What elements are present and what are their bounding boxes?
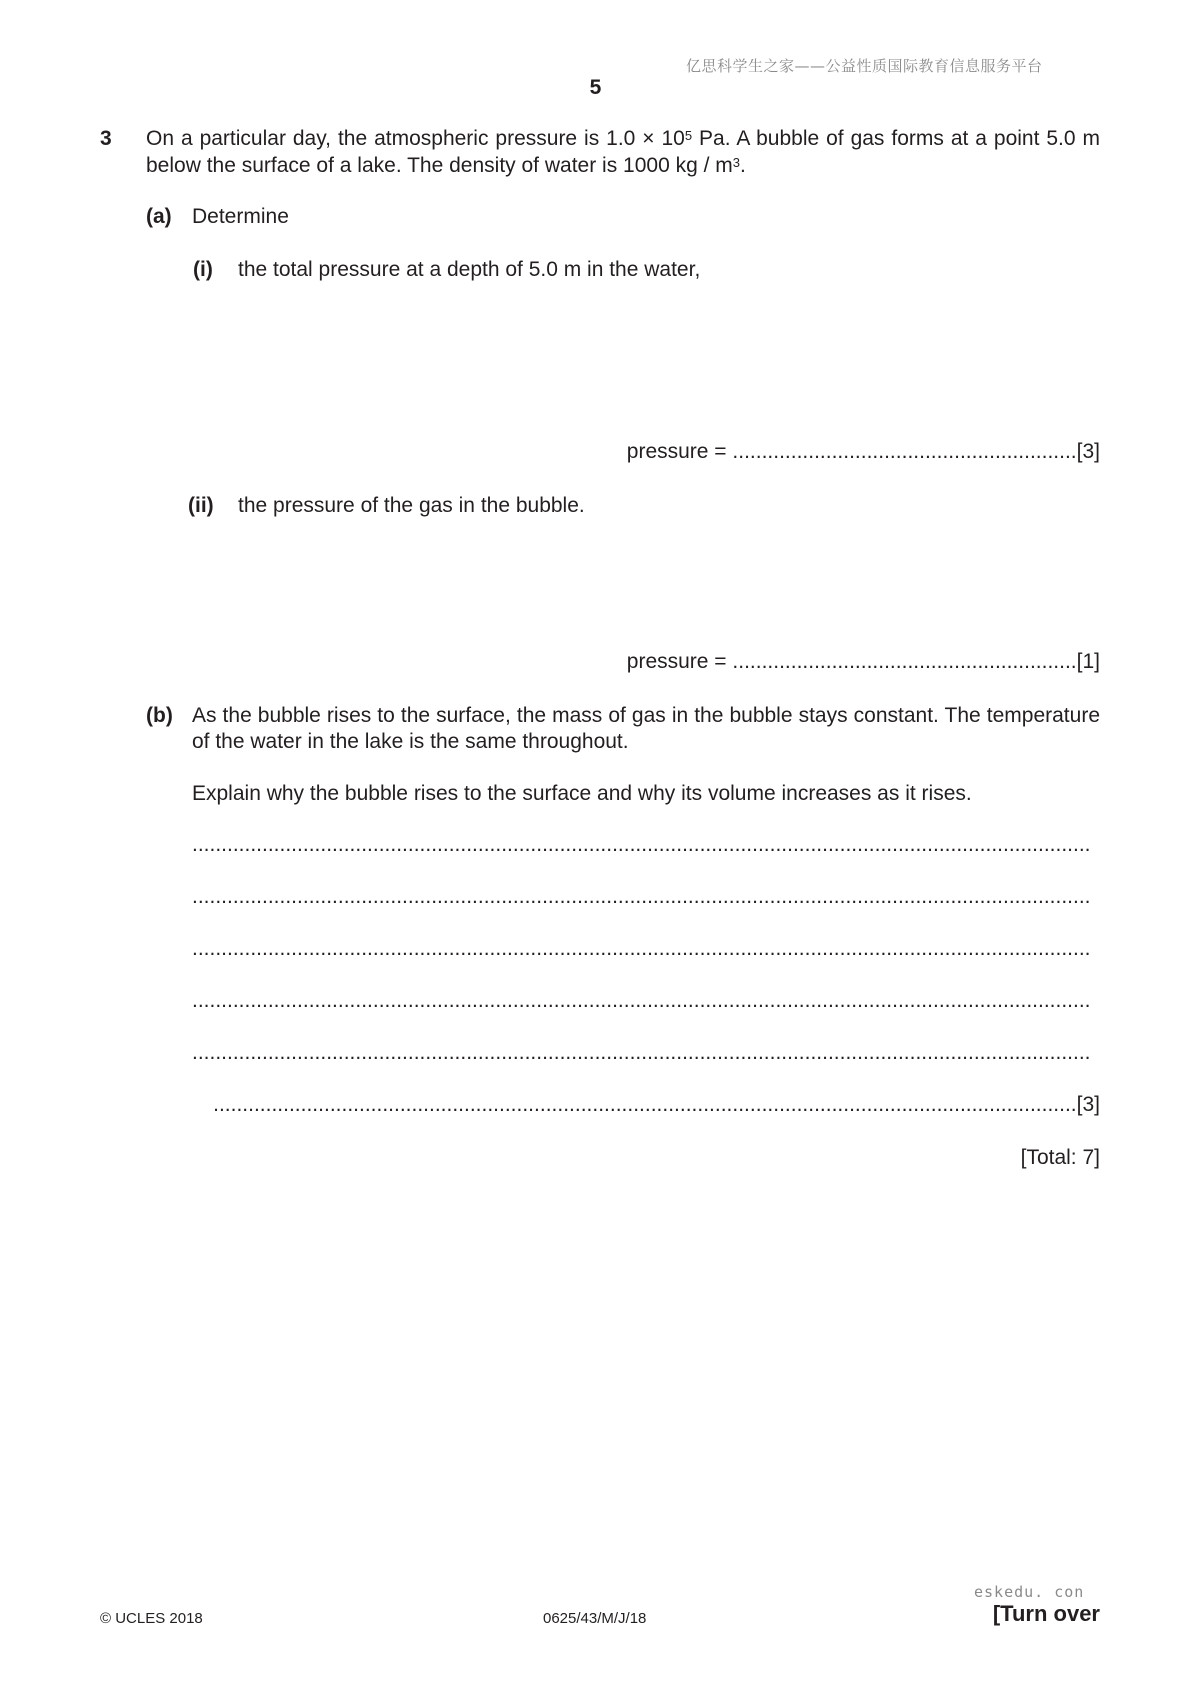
footer-copyright: © UCLES 2018 xyxy=(100,1610,203,1627)
page-number: 5 xyxy=(589,76,602,99)
header-watermark: 亿思科学生之家——公益性质国际教育信息服务平台 xyxy=(686,57,1043,75)
answer-line-5[interactable]: .......................................................................................................................................................... xyxy=(192,1041,1091,1064)
footer-paper-code: 0625/43/M/J/18 xyxy=(543,1610,647,1627)
question-stem: On a particular day, the atmospheric pressure is $1.0 \times 10^5$ Pa. A bubble of gas forms at a point 5.0 m below the surface of a lake. The density of water is 1000 kg / $m^3$. xyxy=(146,127,1100,177)
part-a-i-label: (i) xyxy=(193,258,213,281)
part-a-ii-answer-line[interactable]: pressure = ...........................................................[1] xyxy=(626,650,1100,673)
part-a-ii-label: (ii) xyxy=(188,494,214,517)
answer-line-3[interactable]: .......................................................................................................................................................... xyxy=(192,937,1091,960)
part-a-ii-text: the pressure of the gas in the bubble. xyxy=(238,494,585,517)
part-b-text: As the bubble rises to the surface, the mass of gas in the bubble stays constant. The temperature of the water in the lake is the same throughout. xyxy=(192,704,1100,753)
part-a-i-text: the total pressure at a depth of 5.0 m in the water, xyxy=(238,258,701,281)
answer-line-4[interactable]: .......................................................................................................................................................... xyxy=(192,989,1091,1012)
answer-line-6[interactable]: ....................................................................................................................................................[3] xyxy=(213,1093,1100,1116)
turn-over: [Turn over xyxy=(992,1601,1100,1626)
footer-watermark: eskedu. con xyxy=(974,1583,1085,1601)
part-b-marks: [3] xyxy=(1076,1093,1100,1116)
answer-line-1[interactable]: .......................................................................................................................................................... xyxy=(192,833,1091,856)
part-a-label: (a) xyxy=(146,205,172,228)
part-a-i-marks: [3] xyxy=(1076,440,1100,463)
part-a-i-answer-line[interactable]: pressure = ...........................................................[3] xyxy=(626,440,1100,463)
part-b-label: (b) xyxy=(146,704,173,727)
part-a-ii-marks: [1] xyxy=(1076,650,1100,673)
question-number: 3 xyxy=(100,127,112,150)
part-b-instruction: Explain why the bubble rises to the surface and why its volume increases as it rises. xyxy=(192,782,972,805)
part-a-text: Determine xyxy=(192,205,289,228)
answer-line-2[interactable]: .......................................................................................................................................................... xyxy=(192,885,1091,908)
total-marks: [Total: 7] xyxy=(1020,1146,1100,1169)
